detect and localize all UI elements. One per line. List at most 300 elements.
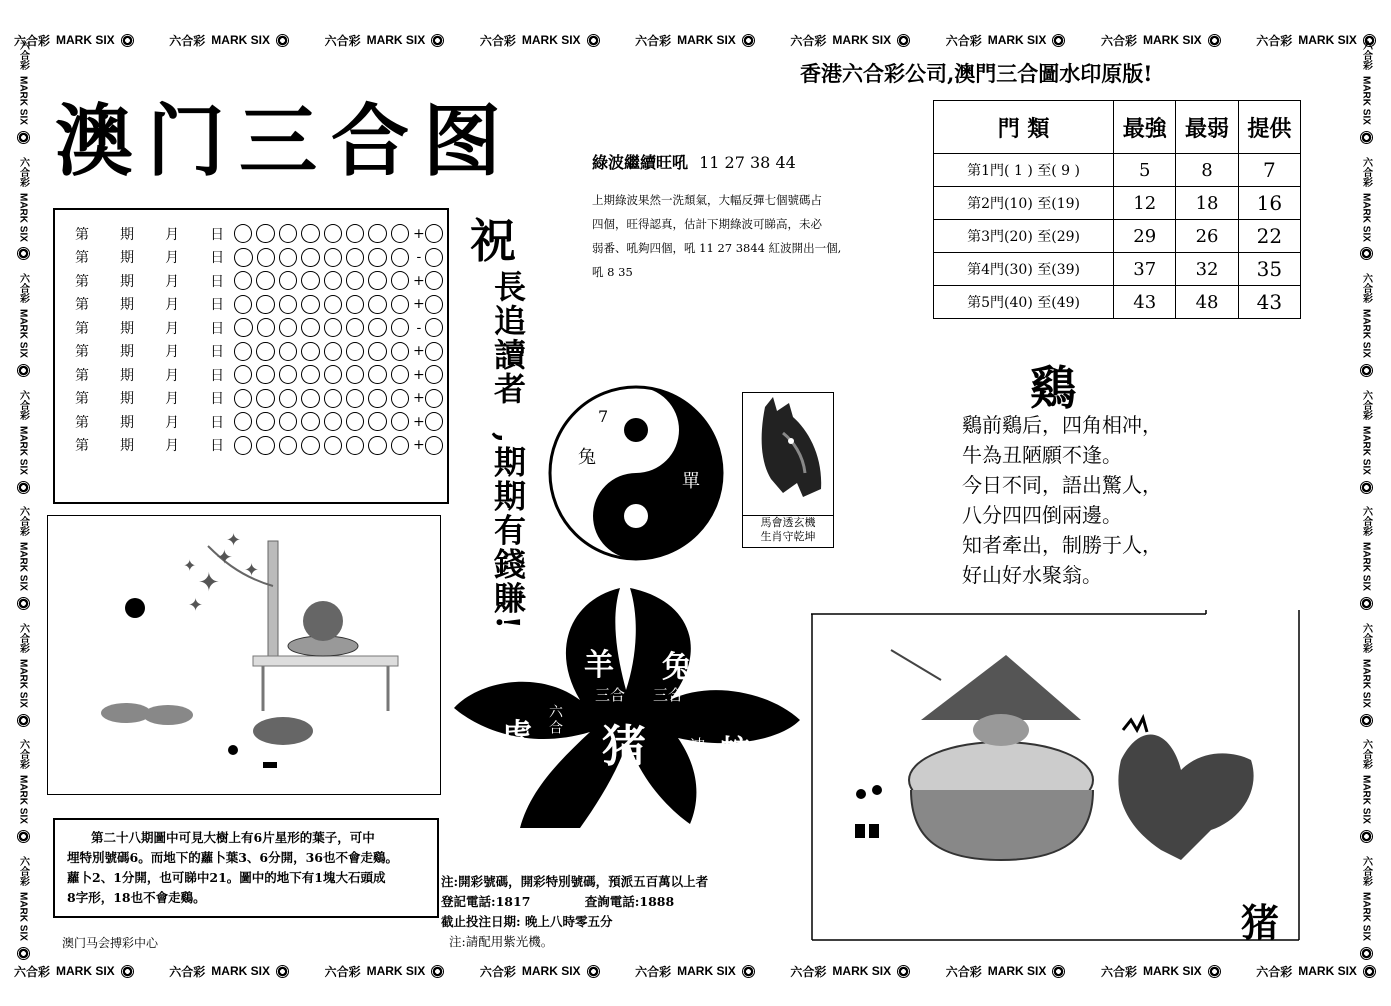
brand-cn: 六合彩 xyxy=(17,739,29,770)
number-circle xyxy=(324,342,342,361)
border-brand xyxy=(1101,963,1221,980)
brand-cn: 六合彩 xyxy=(1360,389,1372,420)
special-circle xyxy=(425,295,443,314)
svg-text:✦: ✦ xyxy=(244,560,260,581)
brand-en: MARK SIX xyxy=(1360,658,1372,708)
number-circle xyxy=(324,365,342,384)
border-brand xyxy=(790,963,910,980)
brand-en: MARK SIX xyxy=(17,76,29,125)
number-circle xyxy=(391,224,409,243)
number-circle xyxy=(391,318,409,337)
label-month: 月 xyxy=(165,438,180,455)
label-month: 月 xyxy=(165,226,180,243)
brand-cn: 六合彩 xyxy=(1360,156,1372,187)
blessing-first: 祝 xyxy=(470,214,516,268)
green-wave-line: 吼 8 35 xyxy=(592,265,633,279)
schedule-label xyxy=(75,247,234,267)
door-range: 第3門(20) 至(29) xyxy=(934,220,1114,253)
border-brand xyxy=(1359,739,1374,843)
brand-cn: 六合彩 xyxy=(324,964,361,979)
number-circle xyxy=(368,271,386,290)
brand-en: MARK SIX xyxy=(17,775,29,825)
notes-deadline: 截止投注日期: 晚上八時零五分 xyxy=(441,914,613,929)
brand-en: MARK SIX xyxy=(366,33,426,47)
special-circle xyxy=(425,436,443,455)
flower-icon xyxy=(1363,965,1376,978)
brand-en: MARK SIX xyxy=(677,33,736,47)
border-bottom xyxy=(14,960,1376,982)
number-circle xyxy=(234,295,252,314)
border-brand xyxy=(946,963,1066,980)
horse-caption-2: 生肖守乾坤 xyxy=(760,530,816,543)
border-brand xyxy=(480,963,600,980)
number-circle xyxy=(301,224,319,243)
border-brand xyxy=(16,40,31,144)
brand-en: MARK SIX xyxy=(1142,964,1202,978)
label-day: 日 xyxy=(210,226,225,243)
border-brand xyxy=(1359,390,1374,494)
door-strongest: 29 xyxy=(1114,220,1176,253)
number-circle xyxy=(301,295,319,314)
notes-register-phone: 登記電話:1817 xyxy=(441,894,531,909)
door-range: 第1門( 1 ) 至( 9 ) xyxy=(934,154,1114,187)
brand-en: MARK SIX xyxy=(1142,33,1202,47)
green-wave-title: 綠波繼續旺吼 xyxy=(592,153,689,172)
number-circle xyxy=(346,365,364,384)
flower-icon xyxy=(1208,965,1221,978)
label-month: 月 xyxy=(165,414,180,431)
number-circle xyxy=(256,436,274,455)
number-circle xyxy=(279,342,297,361)
flower-icon xyxy=(17,481,30,494)
door-provided: 35 xyxy=(1238,253,1300,286)
number-circle xyxy=(346,318,364,337)
row-sign: + xyxy=(412,225,425,242)
label-issue: 第 xyxy=(75,226,89,243)
number-circle xyxy=(301,271,319,290)
number-circle xyxy=(324,295,342,314)
number-circle xyxy=(256,365,274,384)
number-circle xyxy=(346,436,364,455)
border-brand xyxy=(169,32,289,49)
number-circle xyxy=(279,295,297,314)
label-day: 日 xyxy=(210,438,225,455)
door-strongest: 5 xyxy=(1114,154,1176,187)
number-circle xyxy=(279,412,297,431)
flower-icon xyxy=(1360,131,1373,144)
number-circle xyxy=(391,248,409,267)
picture-garden xyxy=(47,515,441,795)
label-period: 期 xyxy=(120,414,135,431)
special-circle xyxy=(425,224,443,243)
brand-en: MARK SIX xyxy=(17,309,29,359)
yinyang-single: 單 xyxy=(682,471,700,492)
schedule-row xyxy=(75,246,447,270)
brand-cn: 六合彩 xyxy=(945,964,982,979)
special-circle xyxy=(425,365,443,384)
flower-icon xyxy=(17,247,30,260)
flower-icon xyxy=(742,965,755,978)
flower-icon xyxy=(1360,597,1373,610)
number-circle xyxy=(279,436,297,455)
flower-tiger: 虎 xyxy=(502,718,532,753)
border-brand xyxy=(16,390,31,494)
brand-en: MARK SIX xyxy=(17,425,29,475)
footer-center-name: 澳门马会搏彩中心 xyxy=(62,936,159,950)
number-circle xyxy=(234,224,252,243)
clue-line: 埋特別號碼6。而地下的蘿卜葉3、6分開，36也不會走鷄。 xyxy=(67,850,398,865)
pig-label: 猪 xyxy=(1241,900,1280,945)
brand-cn: 六合彩 xyxy=(1100,964,1137,979)
brand-cn: 六合彩 xyxy=(945,33,982,48)
brand-cn: 六合彩 xyxy=(1360,40,1372,70)
door-weakest: 32 xyxy=(1176,253,1238,286)
flower-icon xyxy=(121,965,134,978)
label-period: 期 xyxy=(120,297,135,314)
door-table-row xyxy=(934,187,1301,220)
door-provided: 7 xyxy=(1238,154,1300,187)
svg-text:✦: ✦ xyxy=(226,530,242,551)
brand-cn: 六合彩 xyxy=(17,40,29,70)
border-brand xyxy=(14,963,134,980)
border-brand xyxy=(790,32,910,49)
number-circle xyxy=(391,412,409,431)
label-month: 月 xyxy=(165,250,180,267)
flower-icon xyxy=(1208,34,1221,47)
label-month: 月 xyxy=(165,297,180,314)
border-right xyxy=(1355,40,1377,960)
border-brand xyxy=(325,32,445,49)
number-circle xyxy=(234,248,252,267)
door-table-heading: 最強 xyxy=(1114,101,1176,154)
brand-cn: 六合彩 xyxy=(17,622,29,653)
number-circle xyxy=(301,318,319,337)
number-circle xyxy=(368,224,386,243)
door-table-row xyxy=(934,286,1301,319)
brand-cn: 六合彩 xyxy=(1360,622,1372,653)
label-month: 月 xyxy=(165,391,180,408)
brand-en: MARK SIX xyxy=(677,964,736,978)
label-month: 月 xyxy=(165,344,180,361)
number-circle xyxy=(256,389,274,408)
number-circle xyxy=(391,295,409,314)
flower-icon xyxy=(121,34,134,47)
border-brand xyxy=(1101,32,1221,49)
flower-icon xyxy=(17,364,30,377)
number-circle xyxy=(301,342,319,361)
schedule-label xyxy=(75,365,234,385)
row-sign: + xyxy=(412,296,425,313)
schedule-row xyxy=(75,387,447,411)
door-table-heading: 提供 xyxy=(1238,101,1300,154)
number-circle xyxy=(346,224,364,243)
row-sign: + xyxy=(412,437,425,454)
number-circle xyxy=(368,295,386,314)
border-brand xyxy=(946,32,1066,49)
blessing-line1: 長追讀者 xyxy=(489,270,527,406)
schedule-label xyxy=(75,435,234,455)
brand-en: MARK SIX xyxy=(987,964,1047,978)
brand-cn: 六合彩 xyxy=(479,964,516,979)
poem-line: 鷄前鷄后，四角相冲， xyxy=(962,413,1162,437)
schedule-row xyxy=(75,269,447,293)
number-circle xyxy=(301,389,319,408)
row-sign: + xyxy=(412,366,425,383)
poem-title: 鷄 xyxy=(1030,361,1076,415)
clue-line: 第二十八期圖中可見大樹上有6片星形的葉子，可中 xyxy=(91,830,375,845)
door-range: 第4門(30) 至(39) xyxy=(934,253,1114,286)
flower-icon xyxy=(897,965,910,978)
flower-icon xyxy=(1360,947,1373,960)
brand-cn: 六合彩 xyxy=(1360,273,1372,304)
horse-head-icon xyxy=(743,393,831,511)
brand-cn: 六合彩 xyxy=(169,33,206,48)
border-brand xyxy=(16,157,31,261)
door-provided: 16 xyxy=(1238,187,1300,220)
brand-en: MARK SIX xyxy=(17,192,29,242)
flower-sanhe-right: 三合 xyxy=(653,686,684,704)
zodiac-flower xyxy=(450,580,802,830)
brand-en: MARK SIX xyxy=(211,33,270,47)
label-day: 日 xyxy=(210,320,225,337)
green-wave-numbers: 11 27 38 44 xyxy=(699,153,796,172)
number-circle xyxy=(324,224,342,243)
brand-cn: 六合彩 xyxy=(169,964,206,979)
clue-line: 8字形，18也不會走鷄。 xyxy=(67,890,206,905)
number-circle xyxy=(391,271,409,290)
flower-icon xyxy=(17,830,30,843)
label-month: 月 xyxy=(165,367,180,384)
brand-cn: 六合彩 xyxy=(1360,506,1372,537)
label-issue: 第 xyxy=(75,344,89,361)
number-circle xyxy=(257,248,275,267)
number-circle xyxy=(346,342,364,361)
brand-en: MARK SIX xyxy=(56,964,115,978)
brand-cn: 六合彩 xyxy=(17,389,29,420)
flower-icon xyxy=(17,714,30,727)
special-circle xyxy=(425,318,443,337)
border-brand xyxy=(16,273,31,377)
poem-body xyxy=(962,410,1162,590)
flower-icon xyxy=(897,34,910,47)
number-circle xyxy=(324,248,342,267)
number-circle xyxy=(391,436,409,455)
label-period: 期 xyxy=(120,391,135,408)
door-weakest: 48 xyxy=(1176,286,1238,319)
border-brand xyxy=(1359,157,1374,261)
brand-en: MARK SIX xyxy=(521,964,581,978)
flower-liuhe: 六合 xyxy=(547,704,563,736)
door-table xyxy=(933,100,1301,319)
green-wave-heading xyxy=(592,150,796,173)
brand-cn: 六合彩 xyxy=(790,964,827,979)
row-sign: + xyxy=(412,413,425,430)
border-brand xyxy=(635,32,755,49)
number-circle xyxy=(346,389,364,408)
border-brand xyxy=(1359,856,1374,960)
flower-icon xyxy=(17,597,30,610)
row-sign: + xyxy=(412,343,425,360)
door-strongest: 12 xyxy=(1114,187,1176,220)
schedule-label xyxy=(75,341,234,361)
label-day: 日 xyxy=(210,367,225,384)
door-table-row xyxy=(934,253,1301,286)
number-circle xyxy=(346,295,364,314)
number-circle xyxy=(279,365,297,384)
yinyang-left: 兔 xyxy=(578,447,596,468)
number-circle xyxy=(324,318,342,337)
schedule-label xyxy=(75,271,234,291)
schedule-row xyxy=(75,363,447,387)
border-brand xyxy=(16,739,31,843)
number-circle xyxy=(368,342,386,361)
door-weakest: 26 xyxy=(1176,220,1238,253)
flower-icon xyxy=(276,965,289,978)
border-left xyxy=(12,40,34,960)
border-brand xyxy=(16,856,31,960)
label-period: 期 xyxy=(120,438,135,455)
number-circle xyxy=(279,224,297,243)
door-range: 第5門(40) 至(49) xyxy=(934,286,1114,319)
brand-en: MARK SIX xyxy=(521,33,581,47)
brand-cn: 六合彩 xyxy=(324,33,361,48)
flower-icon xyxy=(1360,714,1373,727)
label-day: 日 xyxy=(210,297,225,314)
yinyang-big: 大 xyxy=(640,473,658,494)
number-circle xyxy=(391,342,409,361)
label-issue: 第 xyxy=(75,320,89,337)
border-brand xyxy=(635,963,755,980)
green-wave-line: 四個，旺得認真，估計下期綠波可睇高，未必 xyxy=(592,217,822,231)
flower-icon xyxy=(17,131,30,144)
number-circle xyxy=(391,389,409,408)
flower-chong: 冲 xyxy=(690,736,706,754)
number-circle xyxy=(368,318,386,337)
brand-en: MARK SIX xyxy=(56,33,115,47)
clue-box xyxy=(53,818,439,918)
label-issue: 第 xyxy=(75,438,89,455)
label-period: 期 xyxy=(120,344,135,361)
horse-caption-1: 馬會透玄機 xyxy=(760,516,816,529)
yinyang-number: 7 xyxy=(598,407,609,426)
number-circle xyxy=(279,271,297,290)
flower-sanhe-left: 三合 xyxy=(595,686,626,704)
brand-cn: 六合彩 xyxy=(1360,739,1372,770)
number-circle xyxy=(346,248,364,267)
flower-icon xyxy=(1360,830,1373,843)
door-provided: 22 xyxy=(1238,220,1300,253)
lottery-notes xyxy=(441,872,708,952)
brand-en: MARK SIX xyxy=(1360,309,1372,359)
poem-line: 牛為丑陋願不逢。 xyxy=(962,443,1122,467)
schedule-label xyxy=(75,224,234,244)
brand-en: MARK SIX xyxy=(17,892,29,941)
number-circle xyxy=(324,412,342,431)
special-circle xyxy=(425,271,443,290)
number-circle xyxy=(324,271,342,290)
schedule-row xyxy=(75,293,447,317)
flower-icon xyxy=(276,34,289,47)
brand-cn: 六合彩 xyxy=(17,506,29,537)
door-weakest: 8 xyxy=(1176,154,1238,187)
brand-en: MARK SIX xyxy=(1298,33,1357,47)
number-circle xyxy=(279,389,297,408)
flower-icon xyxy=(1052,965,1065,978)
border-brand xyxy=(480,32,600,49)
brand-en: MARK SIX xyxy=(17,542,29,592)
label-issue: 第 xyxy=(75,367,89,384)
poem-line: 八分四四倒兩邊。 xyxy=(962,503,1122,527)
blessing-line2: ,期期有錢賺! xyxy=(489,432,527,632)
schedule-row xyxy=(75,410,447,434)
notes-line1: 注:開彩號碼，開彩特別號碼，預派五百萬以上者 xyxy=(441,874,709,889)
brand-en: MARK SIX xyxy=(1360,542,1372,592)
label-period: 期 xyxy=(120,273,135,290)
special-circle xyxy=(425,248,443,267)
flower-icon xyxy=(431,965,444,978)
special-circle xyxy=(425,389,443,408)
brand-en: MARK SIX xyxy=(1360,76,1372,125)
flower-icon xyxy=(587,34,600,47)
brand-en: MARK SIX xyxy=(1360,892,1372,941)
number-circle xyxy=(346,412,364,431)
special-circle xyxy=(425,342,443,361)
label-period: 期 xyxy=(120,320,135,337)
door-strongest: 37 xyxy=(1114,253,1176,286)
green-wave-line: 弱番、吼夠四個，吼 11 27 3844 紅波開出一個, xyxy=(592,241,842,255)
brand-cn: 六合彩 xyxy=(1256,33,1293,48)
number-circle xyxy=(391,365,409,384)
flower-rabbit: 兔 xyxy=(662,650,692,685)
number-circle xyxy=(256,342,274,361)
svg-text:✦: ✦ xyxy=(198,568,220,598)
border-brand xyxy=(1359,506,1374,610)
label-period: 期 xyxy=(120,250,135,267)
page-title: 澳门三合图 xyxy=(55,97,516,185)
brand-cn: 六合彩 xyxy=(479,33,516,48)
label-day: 日 xyxy=(210,273,225,290)
row-sign: + xyxy=(412,272,425,289)
number-circle xyxy=(324,389,342,408)
number-circle xyxy=(368,436,386,455)
yinyang-symbol xyxy=(548,385,724,561)
brand-en: MARK SIX xyxy=(366,964,426,978)
border-brand xyxy=(16,623,31,727)
label-period: 期 xyxy=(120,367,135,384)
green-wave-line: 上期綠波果然一洗頹氣，大幅反彈七個號碼占 xyxy=(592,193,822,207)
poem-line: 知者牽出，制勝于人， xyxy=(962,533,1162,557)
label-day: 日 xyxy=(210,414,225,431)
number-circle xyxy=(368,248,386,267)
door-range: 第2門(10) 至(19) xyxy=(934,187,1114,220)
horse-card xyxy=(742,392,834,548)
border-brand xyxy=(1359,40,1374,144)
schedule-label xyxy=(75,294,234,314)
border-brand xyxy=(1359,623,1374,727)
brand-cn: 六合彩 xyxy=(17,856,29,887)
svg-text:✦: ✦ xyxy=(216,545,233,569)
green-wave-body xyxy=(592,188,892,284)
border-top xyxy=(14,29,1376,51)
svg-text:✦: ✦ xyxy=(188,595,204,616)
brand-en: MARK SIX xyxy=(1360,775,1372,825)
label-day: 日 xyxy=(210,344,225,361)
flower-snake: 蛇 xyxy=(720,734,750,769)
number-circle xyxy=(368,412,386,431)
special-circle xyxy=(425,412,443,431)
door-table-heading: 最弱 xyxy=(1176,101,1238,154)
number-circle xyxy=(257,318,275,337)
